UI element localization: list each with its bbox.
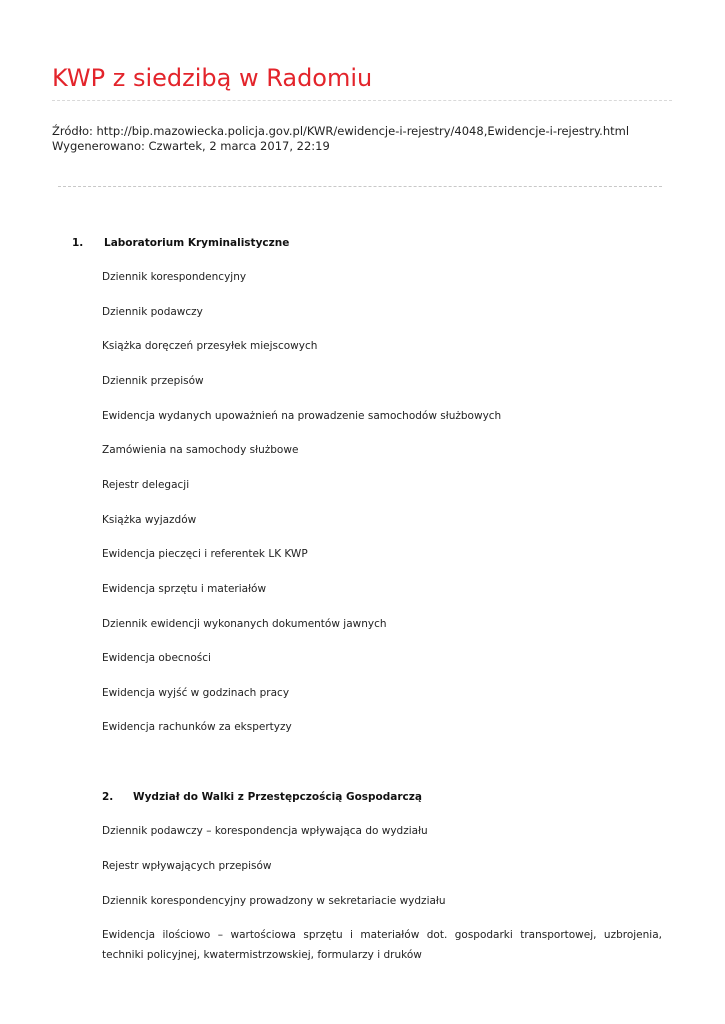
list-item: Rejestr wpływających przepisów <box>102 860 272 872</box>
section-title: Laboratorium Kryminalistyczne <box>104 237 290 249</box>
section-number: 1. <box>72 237 84 249</box>
list-item: Ewidencja wydanych upoważnień na prowadzenie samochodów służbowych <box>102 410 502 422</box>
page-title: KWP z siedzibą w Radomiu <box>52 64 373 92</box>
source-line: Źródło: http://bip.mazowiecka.policja.gov.pl/KWR/ewidencje-i-rejestry/4048,Ewidencje-i-rejestry.html <box>52 124 630 138</box>
list-item: Dziennik podawczy <box>102 306 203 318</box>
section-title: Wydział do Walki z Przestępczością Gospodarczą <box>133 791 422 803</box>
document-meta <box>52 124 629 154</box>
list-item: Ewidencja wyjść w godzinach pracy <box>102 687 290 699</box>
section-heading <box>102 790 422 804</box>
list-item: Książka doręczeń przesyłek miejscowych <box>102 340 318 352</box>
list-item: Dziennik przepisów <box>102 375 204 387</box>
section-heading <box>72 236 289 250</box>
list-item: Dziennik ewidencji wykonanych dokumentów jawnych <box>102 618 387 630</box>
list-item: Ewidencja sprzętu i materiałów <box>102 583 267 595</box>
list-item: Dziennik podawczy – korespondencja wpływająca do wydziału <box>102 825 428 837</box>
list-item: Ewidencja rachunków za ekspertyzy <box>102 721 292 733</box>
meta-divider <box>58 186 662 187</box>
list-item: Ewidencja ilościowo – wartościowa sprzętu i materiałów dot. gospodarki transportowej, uzbrojenia, techniki policyjnej, kwatermistrzowskiej, formularzy i druków <box>102 929 662 961</box>
list-item: Ewidencja pieczęci i referentek LK KWP <box>102 548 308 560</box>
list-item: Dziennik korespondencyjny prowadzony w sekretariacie wydziału <box>102 895 446 907</box>
list-item: Zamówienia na samochody służbowe <box>102 444 299 456</box>
title-divider <box>52 100 672 101</box>
list-item: Rejestr delegacji <box>102 479 190 491</box>
list-item: Dziennik korespondencyjny <box>102 271 247 283</box>
section-number: 2. <box>102 791 114 803</box>
list-item: Ewidencja obecności <box>102 652 211 664</box>
generated-line: Wygenerowano: Czwartek, 2 marca 2017, 22:19 <box>52 139 330 153</box>
list-item: Książka wyjazdów <box>102 514 197 526</box>
